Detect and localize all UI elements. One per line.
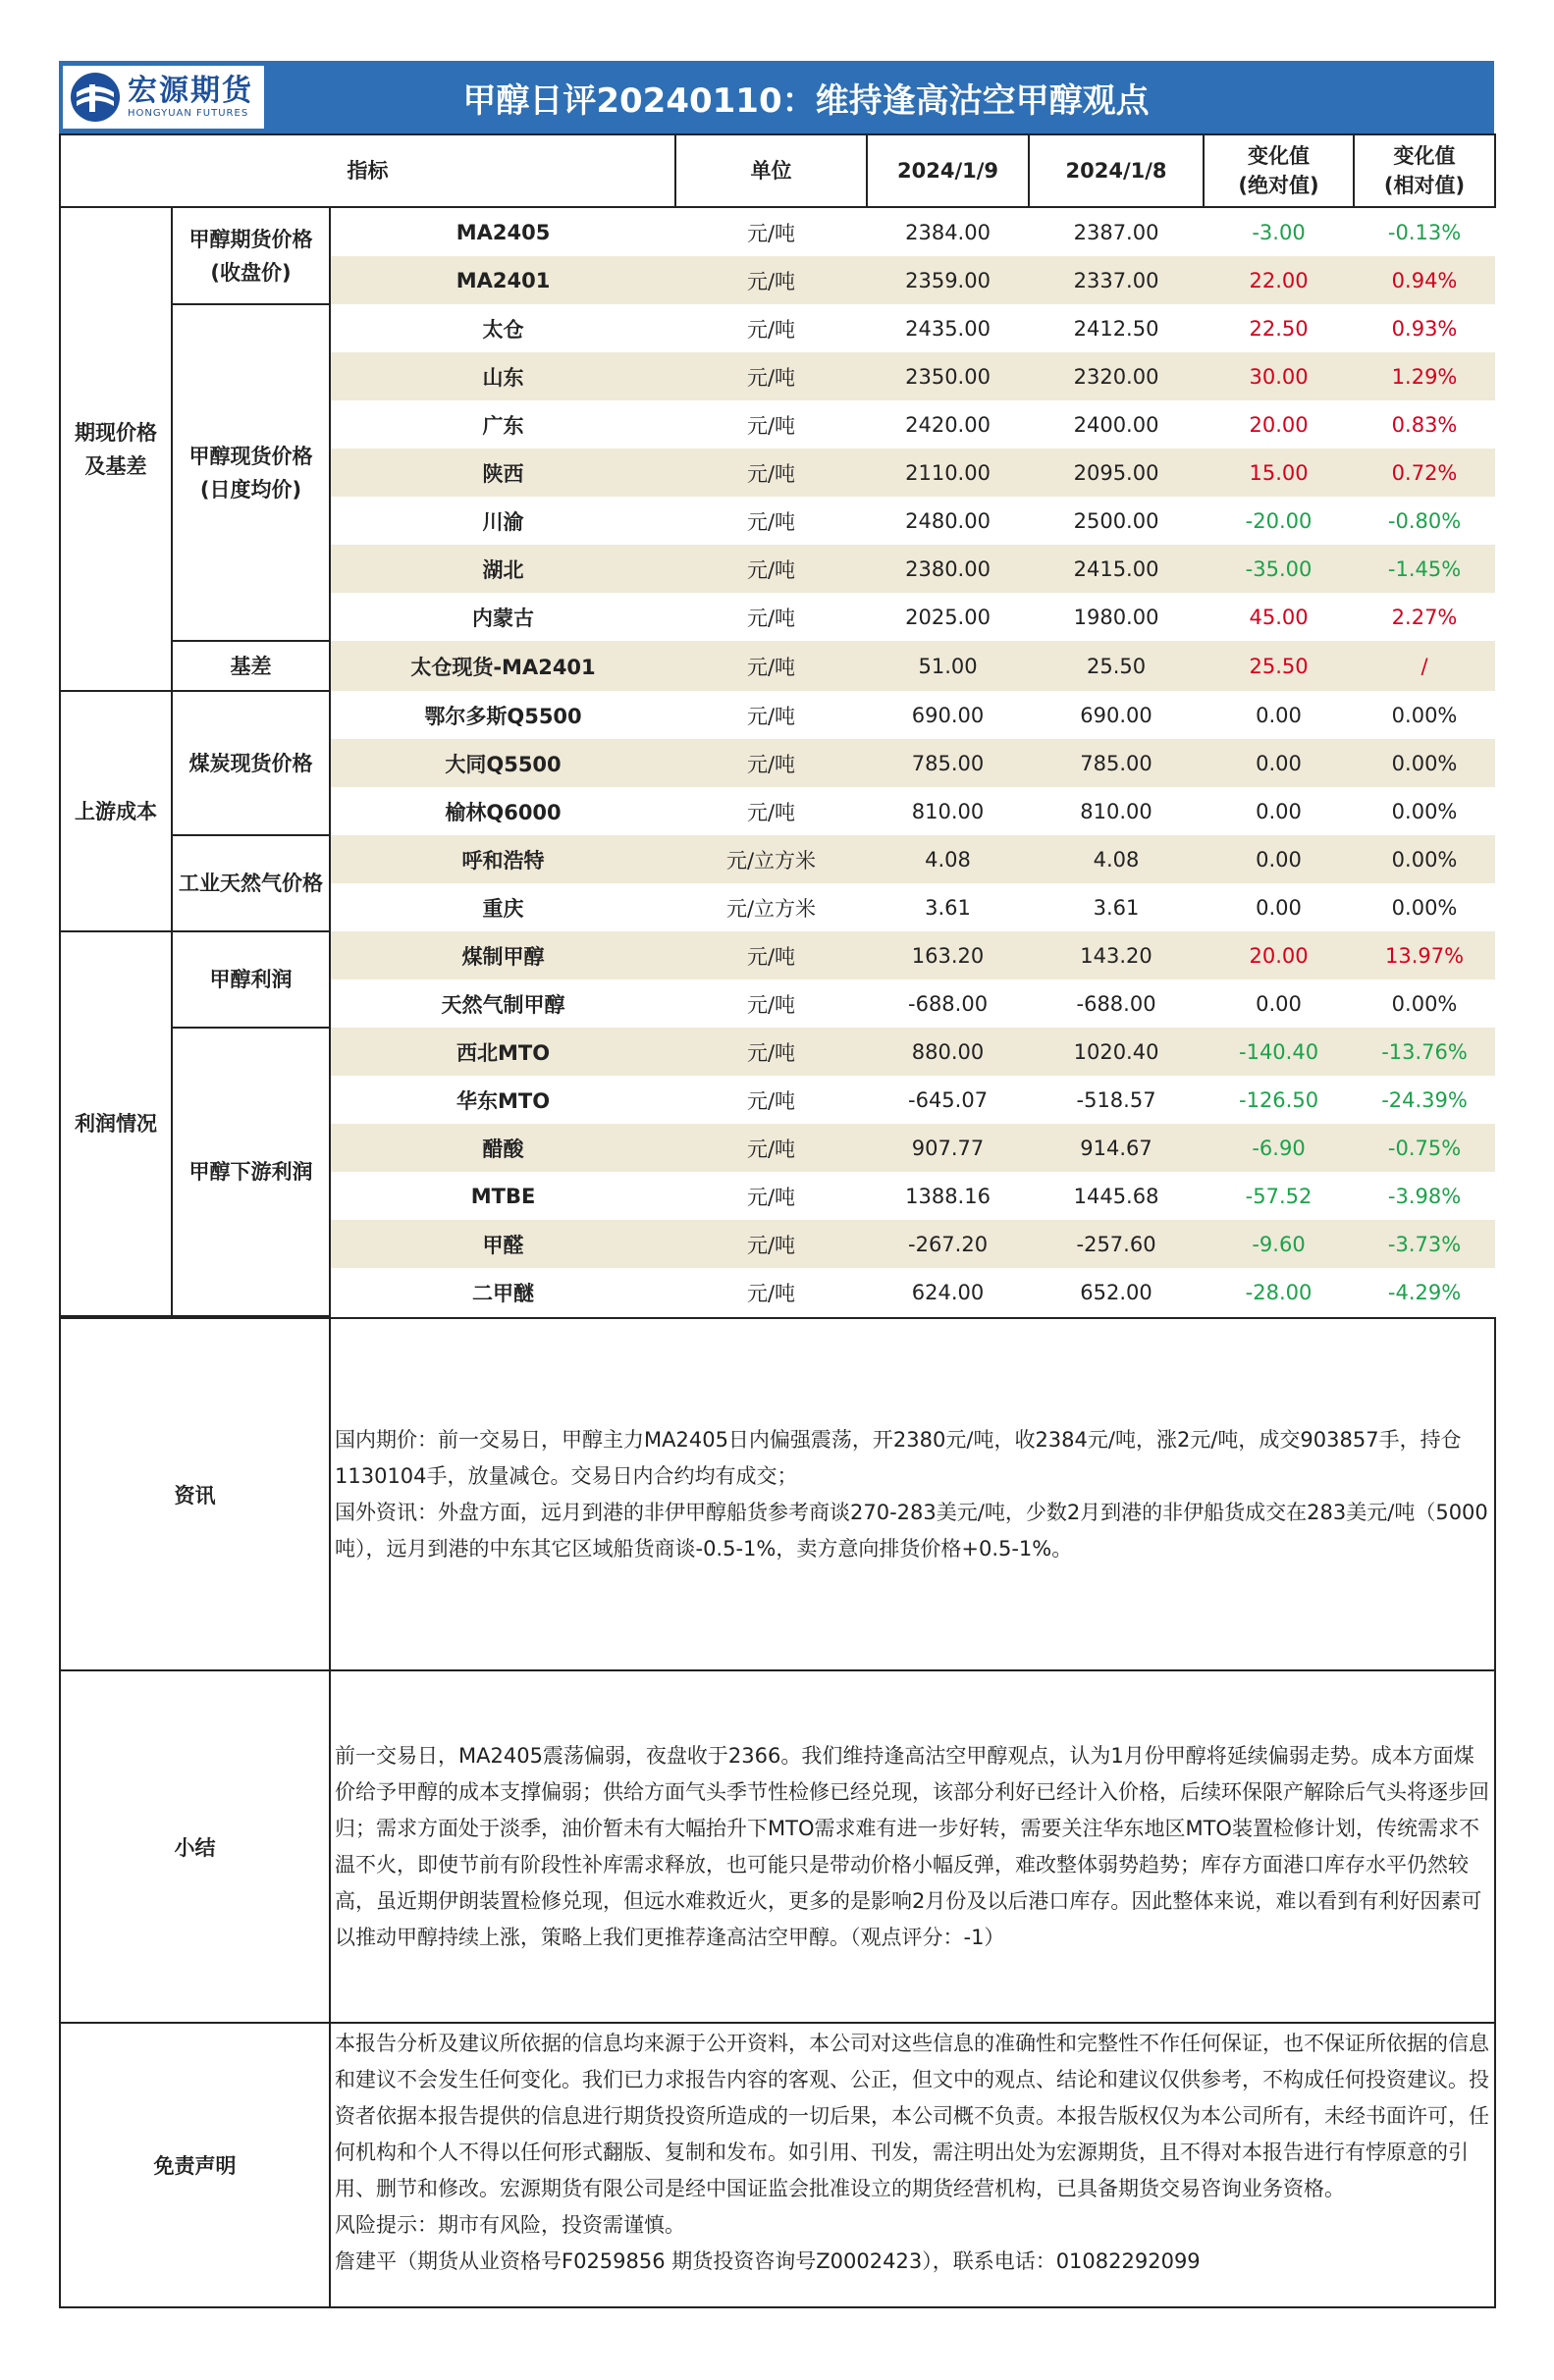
value-date2: 4.08 (1029, 835, 1204, 883)
item-name: 煤制甲醇 (330, 931, 675, 979)
header-abs-change-line2: (绝对值) (1238, 174, 1319, 197)
rel-change: -3.98% (1387, 1184, 1462, 1208)
header-abs-change-line1: 变化值 (1248, 144, 1311, 168)
table-header-row (60, 134, 1495, 207)
rel-change: 0.72% (1354, 449, 1495, 497)
value-date1: 810.00 (911, 799, 985, 823)
unit-cell: 元/吨 (746, 317, 796, 342)
rel-change: -13.76% (1354, 1028, 1495, 1076)
value-date2: 1445.68 (1073, 1184, 1159, 1208)
table-row (60, 1028, 1495, 1076)
table-row (60, 641, 1495, 691)
item-name: MA2401 (330, 256, 675, 304)
summary-body: 前一交易日，MA2405震荡偏弱，夜盘收于2366。我们维持逢高沽空甲醇观点，认为1月份甲醇将延续偏弱走势。成本方面煤价给予甲醇的成本支撑偏弱；供给方面气头季节性检修已经兑现，该部分利好已经计入价格，后续环保限产解除后气头将逐步回归；需求方面处于淡季，油价暂未有大幅抬升下MTO需求难有进一步好转，需要关注华东地区MTO装置检修计划，传统需求不温不火，即使节前有阶段性补库需求释放，也可能只是带动价格小幅反弹，难改整体弱势趋势；库存方面港口库存水平仍然较高，虽近期伊朗装置检修兑现，但远水难救近火，更多的是影响2月份及以后港口库存。因此整体来说，难以看到有利好因素可以推动甲醇持续上涨，策略上我们更推荐逢高沽空甲醇。（观点评分：-1） (330, 1670, 1495, 2023)
abs-change: 15.00 (1204, 449, 1354, 497)
abs-change: -57.52 (1245, 1184, 1313, 1208)
abs-change: 0.00 (1256, 895, 1302, 920)
value-date2: 2387.00 (1073, 220, 1159, 244)
item-name: 重庆 (482, 896, 524, 921)
table-row (60, 931, 1495, 979)
rel-change: 2.27% (1391, 605, 1458, 629)
header-rel-change (1354, 134, 1495, 207)
rel-change: 0.00% (1354, 835, 1495, 883)
value-date1: 2384.00 (905, 220, 991, 244)
value-date1: 785.00 (867, 739, 1029, 787)
unit-cell: 元/吨 (746, 606, 796, 630)
value-date2: 2320.00 (1029, 352, 1204, 400)
value-date2: 3.61 (1093, 895, 1140, 920)
value-date1: -688.00 (908, 991, 989, 1016)
logo-en-text: HONGYUAN FUTURES (128, 108, 249, 119)
news-paragraph-foreign: 国外资讯：外盘方面，远月到港的非伊甲醇船货参考商谈270-283美元/吨，少数2月到港的非伊船货成交在283美元/吨（5000吨），远月到港的中东其它区域船货商谈-0.5-1%，卖方意向排货价格+0.5-1%。 (335, 1500, 1488, 1560)
unit-cell: 元/立方米 (725, 896, 817, 921)
subgroup-label-line: 工业天然气价格 (179, 872, 323, 895)
value-date1: 3.61 (925, 895, 971, 920)
unit-cell: 元/吨 (746, 704, 796, 728)
subgroup-label-line: 甲醇期货价格 (188, 227, 313, 251)
abs-change: -20.00 (1245, 508, 1313, 533)
unit-cell: 元/吨 (746, 1088, 796, 1113)
value-date1: 880.00 (867, 1028, 1029, 1076)
subgroup-label (172, 641, 330, 691)
disclaimer-row (60, 2023, 1495, 2307)
item-name: 二甲醚 (472, 1281, 535, 1305)
unit-cell: 元/吨 (746, 992, 796, 1017)
rel-change: 1.29% (1354, 352, 1495, 400)
value-date1: -267.20 (867, 1220, 1029, 1268)
unit-cell: 元/吨 (675, 1028, 867, 1076)
news-row (60, 1318, 1495, 1670)
table-row (60, 691, 1495, 739)
unit-cell: 元/立方米 (675, 835, 867, 883)
table-row (60, 304, 1495, 352)
subgroup-label (172, 1028, 330, 1316)
company-logo (63, 66, 264, 129)
item-name: 湖北 (330, 545, 675, 593)
item-name: 甲醛 (330, 1220, 675, 1268)
group-label (60, 691, 172, 931)
group-label-line: 期现价格 (75, 420, 157, 445)
abs-change: 22.50 (1249, 316, 1309, 341)
subgroup-label-line: (收盘价) (210, 260, 292, 285)
item-name: 川渝 (482, 509, 524, 534)
rel-change: -3.73% (1354, 1220, 1495, 1268)
value-date2: 1980.00 (1073, 605, 1159, 629)
unit-cell: 元/吨 (675, 449, 867, 497)
value-date1: 2380.00 (867, 545, 1029, 593)
unit-cell: 元/吨 (675, 256, 867, 304)
value-date1: -645.07 (908, 1087, 989, 1112)
value-date1: 1388.16 (905, 1184, 991, 1208)
abs-change: 25.50 (1204, 641, 1354, 691)
item-name: 山东 (330, 352, 675, 400)
value-date2: 25.50 (1029, 641, 1204, 691)
item-name: 内蒙古 (472, 606, 535, 630)
item-name: 陕西 (330, 449, 675, 497)
summary-row (60, 1670, 1495, 2023)
rel-change: 0.00% (1391, 703, 1458, 727)
header-date2: 2024/1/8 (1029, 134, 1204, 207)
unit-cell: 元/吨 (675, 1220, 867, 1268)
group-label-line: 上游成本 (75, 799, 157, 823)
rel-change: -0.75% (1354, 1124, 1495, 1172)
abs-change: 20.00 (1249, 412, 1309, 437)
value-date2: 2500.00 (1073, 508, 1159, 533)
value-date2: 1020.40 (1029, 1028, 1204, 1076)
value-date1: 2420.00 (905, 412, 991, 437)
abs-change: -126.50 (1239, 1087, 1319, 1112)
item-name: 广东 (482, 413, 524, 438)
rel-change: 13.97% (1354, 931, 1495, 979)
indicator-table (59, 133, 1496, 1317)
unit-cell: 元/吨 (746, 221, 796, 245)
unit-cell: 元/吨 (675, 931, 867, 979)
abs-change: -3.00 (1252, 220, 1306, 244)
header-date1: 2024/1/9 (867, 134, 1029, 207)
rel-change: 0.00% (1391, 991, 1458, 1016)
group-label-line: 利润情况 (75, 1112, 157, 1136)
report-title: 甲醇日评20240110：维持逢高沽空甲醇观点 (462, 80, 1150, 121)
unit-cell: 元/吨 (746, 1185, 796, 1209)
subgroup-label (172, 207, 330, 304)
subgroup-label-line: 甲醇下游利润 (188, 1160, 313, 1184)
header-rel-change-line2: (相对值) (1383, 174, 1466, 197)
item-name: 醋酸 (330, 1124, 675, 1172)
subgroup-label-line: 甲醇利润 (209, 968, 293, 991)
analyst-contact: 詹建平（期货从业资格号F0259856 期货投资咨询号Z0002423），联系电话：01082292099 (335, 2249, 1201, 2273)
value-date2: 2400.00 (1073, 412, 1159, 437)
unit-cell: 元/吨 (746, 413, 796, 438)
value-date2: -257.60 (1029, 1220, 1204, 1268)
item-name: 太仓现货-MA2401 (330, 641, 675, 691)
value-date2: 652.00 (1080, 1280, 1152, 1304)
value-date1: 4.08 (867, 835, 1029, 883)
abs-change: -9.60 (1204, 1220, 1354, 1268)
value-date2: 2415.00 (1029, 545, 1204, 593)
unit-cell: 元/吨 (746, 1281, 796, 1305)
rel-change: 0.94% (1354, 256, 1495, 304)
item-name: 天然气制甲醇 (441, 992, 565, 1017)
subgroup-label-line: 基差 (230, 654, 272, 678)
header-indicator: 指标 (60, 134, 675, 207)
rel-change: -0.80% (1387, 508, 1462, 533)
value-date1: 2025.00 (905, 605, 991, 629)
value-date1: 2110.00 (867, 449, 1029, 497)
value-date2: 143.20 (1029, 931, 1204, 979)
item-name: 鄂尔多斯Q5500 (424, 704, 582, 728)
abs-change: 0.00 (1256, 703, 1302, 727)
subgroup-label-line: (日度均价) (199, 477, 302, 502)
abs-change: -35.00 (1204, 545, 1354, 593)
header-rel-change-line1: 变化值 (1393, 144, 1456, 168)
subgroup-label (172, 835, 330, 931)
rel-change: -24.39% (1381, 1087, 1468, 1112)
unit-cell: 元/吨 (675, 545, 867, 593)
subgroup-label-line: 煤炭现货价格 (188, 751, 313, 775)
news-label: 资讯 (60, 1318, 330, 1670)
logo-cn-text: 宏源期货 (128, 74, 253, 108)
value-date1: 163.20 (867, 931, 1029, 979)
report-header (59, 61, 1494, 133)
rel-change: 0.93% (1391, 316, 1458, 341)
disclaimer-text: 本报告分析及建议所依据的信息均来源于公开资料，本公司对这些信息的准确性和完整性不作任何保证，也不保证所依据的信息和建议不会发生任何变化。我们已力求报告内容的客观、公正，但文中的观点、结论和建议仅供参考，不构成任何投资建议。投资者依据本报告提供的信息进行期货投资所造成的一切后果，本公司概不负责。本报告版权仅为本公司所有，未经书面许可，任何机构和个人不得以任何形式翻版、复制和发布。如引用、刊发，需注明出处为宏源期货，且不得对本报告进行有悖原意的引用、删节和修改。宏源期货有限公司是经中国证监会批准设立的期货经营机构，已具备期货交易咨询业务资格。 (335, 2032, 1489, 2200)
subgroup-label (172, 304, 330, 641)
value-date1: 690.00 (911, 703, 985, 727)
abs-change: 0.00 (1256, 991, 1302, 1016)
value-date2: 2337.00 (1029, 256, 1204, 304)
rel-change: 0.00% (1354, 739, 1495, 787)
item-name: MTBE (470, 1184, 536, 1208)
group-label-line: 及基差 (84, 453, 147, 478)
risk-warning: 风险提示：期市有风险，投资需谨慎。 (335, 2213, 685, 2237)
abs-change: -6.90 (1204, 1124, 1354, 1172)
rel-change: 0.00% (1391, 895, 1458, 920)
item-name: 西北MTO (330, 1028, 675, 1076)
header-unit: 单位 (675, 134, 867, 207)
value-date1: 2350.00 (867, 352, 1029, 400)
abs-change: 30.00 (1204, 352, 1354, 400)
table-body (60, 207, 1495, 1316)
table-row (60, 835, 1495, 883)
rel-change: -4.29% (1387, 1280, 1462, 1304)
rel-change: 0.00% (1391, 799, 1458, 823)
value-date2: 914.67 (1029, 1124, 1204, 1172)
abs-change: 0.00 (1204, 835, 1354, 883)
value-date2: -518.57 (1076, 1087, 1156, 1112)
disclaimer-label: 免责声明 (60, 2023, 330, 2307)
group-label (60, 931, 172, 1316)
value-date1: 624.00 (911, 1280, 985, 1304)
item-name: 榆林Q6000 (445, 800, 562, 824)
value-date2: 810.00 (1080, 799, 1152, 823)
notes-table (59, 1317, 1496, 2308)
unit-cell: 元/吨 (675, 1124, 867, 1172)
item-name: 大同Q5500 (330, 739, 675, 787)
item-name: 太仓 (482, 317, 524, 342)
news-paragraph-domestic: 国内期价：前一交易日，甲醇主力MA2405日内偏强震荡，开2380元/吨，收2384元/吨，涨2元/吨，成交903857手，持仓1130104手，放量减仓。交易日内合约均有成交； (335, 1427, 1462, 1488)
value-date2: 2095.00 (1029, 449, 1204, 497)
abs-change: 0.00 (1204, 739, 1354, 787)
subgroup-label (172, 691, 330, 835)
value-date1: 2480.00 (905, 508, 991, 533)
disclaimer-body (330, 2023, 1495, 2307)
abs-change: 20.00 (1204, 931, 1354, 979)
value-date2: 690.00 (1080, 703, 1152, 727)
item-name: MA2405 (455, 220, 551, 244)
item-name: 呼和浩特 (330, 835, 675, 883)
abs-change: 45.00 (1249, 605, 1309, 629)
logo-mark-icon (69, 71, 122, 124)
header-abs-change (1204, 134, 1354, 207)
unit-cell: 元/吨 (675, 352, 867, 400)
rel-change: -1.45% (1354, 545, 1495, 593)
table-row (60, 207, 1495, 256)
unit-cell: 元/吨 (675, 739, 867, 787)
abs-change: 22.00 (1204, 256, 1354, 304)
rel-change: -0.13% (1387, 220, 1462, 244)
unit-cell: 元/吨 (746, 800, 796, 824)
subgroup-label (172, 931, 330, 1028)
report-sheet (59, 61, 1494, 2308)
value-date2: 2412.50 (1073, 316, 1159, 341)
value-date2: 785.00 (1029, 739, 1204, 787)
value-date2: -688.00 (1076, 991, 1156, 1016)
abs-change: -140.40 (1204, 1028, 1354, 1076)
rel-change: / (1354, 641, 1495, 691)
item-name: 华东MTO (455, 1088, 551, 1113)
summary-label: 小结 (60, 1670, 330, 2023)
subgroup-label-line: 甲醇现货价格 (188, 444, 313, 468)
group-label (60, 207, 172, 691)
unit-cell: 元/吨 (746, 509, 796, 534)
abs-change: -28.00 (1245, 1280, 1313, 1304)
unit-cell: 元/吨 (675, 641, 867, 691)
news-body (330, 1318, 1495, 1670)
abs-change: 0.00 (1256, 799, 1302, 823)
rel-change: 0.83% (1391, 412, 1458, 437)
value-date1: 2359.00 (867, 256, 1029, 304)
value-date1: 51.00 (867, 641, 1029, 691)
value-date1: 907.77 (867, 1124, 1029, 1172)
value-date1: 2435.00 (905, 316, 991, 341)
